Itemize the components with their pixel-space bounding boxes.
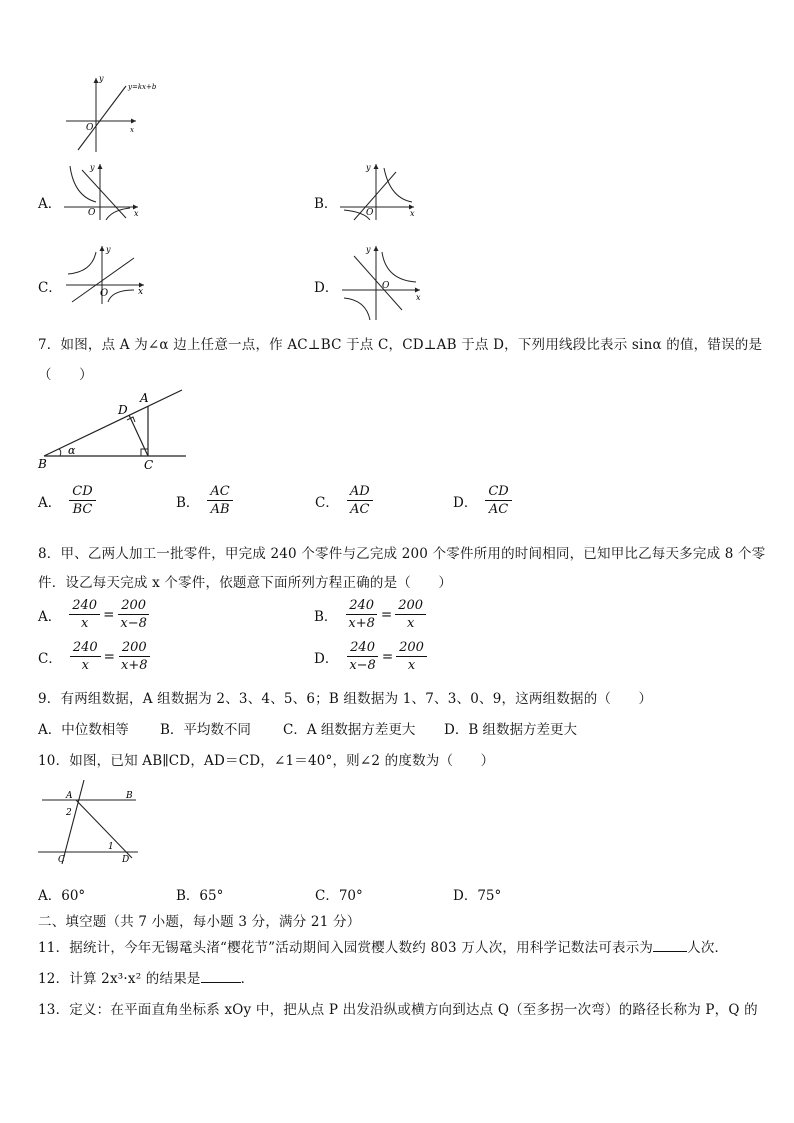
- svg-text:O: O: [86, 123, 94, 133]
- svg-text:x: x: [410, 209, 415, 218]
- q10-parallel-lines-figure: [36, 778, 146, 868]
- svg-text:O: O: [382, 281, 390, 291]
- q10-stem: 10．如图，已知 AB∥CD，AD＝CD，∠1＝40°，则∠2 的度数为（ ）: [38, 753, 495, 769]
- q8-stem-line2: 件．设乙每天完成 x 个零件，依题意下面所列方程正确的是（ ）: [38, 575, 453, 591]
- q9-option-c[interactable]: C．A 组数据方差更大: [283, 722, 416, 738]
- svg-text:C: C: [144, 458, 154, 472]
- svg-text:x: x: [134, 209, 139, 218]
- svg-text:y: y: [90, 163, 95, 172]
- svg-text:y: y: [366, 245, 371, 254]
- q10-option-a[interactable]: A．60°: [38, 888, 86, 904]
- svg-text:x: x: [416, 293, 421, 302]
- q8-option-d[interactable]: D． $\frac{240}{x-8}$ = $\frac{200}{x}$: [314, 639, 427, 674]
- q9-option-d[interactable]: D．B 组数据方差更大: [444, 722, 578, 738]
- option-b-label[interactable]: B．: [314, 196, 338, 212]
- q10-option-b[interactable]: B．65°: [176, 888, 224, 904]
- q7-paren: （ ）: [38, 367, 93, 383]
- svg-text:D: D: [118, 403, 128, 417]
- q7-option-b[interactable]: B． $\frac{AC}{AB}$: [176, 483, 233, 518]
- q7-option-a[interactable]: A． $\frac{CD}{BC}$: [38, 483, 96, 518]
- option-a-graph[interactable]: [62, 162, 142, 222]
- svg-text:O: O: [100, 288, 109, 299]
- svg-text:B: B: [38, 457, 47, 471]
- q8-stem-line1: 8．甲、乙两人加工一批零件，甲完成 240 个零件与乙完成 200 个零件所用的时间相同，已知甲比乙每天多完成 8 个零: [38, 546, 766, 562]
- q9-option-b[interactable]: B．平均数不同: [160, 722, 251, 738]
- q8-option-b[interactable]: B． $\frac{240}{x+8}$ = $\frac{200}{x}$: [314, 597, 426, 632]
- svg-text:B: B: [126, 791, 133, 801]
- svg-text:A: A: [140, 391, 149, 405]
- svg-text:2: 2: [66, 808, 72, 818]
- svg-text:D: D: [122, 855, 130, 865]
- q9-option-a[interactable]: A．中位数相等: [38, 722, 129, 738]
- option-c-graph[interactable]: [64, 244, 148, 306]
- graph-label: y=kx+b: [128, 83, 157, 91]
- svg-text:α: α: [68, 444, 76, 457]
- q9-stem: 9．有两组数据，A 组数据为 2、3、4、5、6；B 组数据为 1、7、3、0、9，这两组数据的（ ）: [38, 691, 653, 707]
- svg-text:y: y: [99, 74, 104, 83]
- section-heading: 二、填空题（共 7 小题，每小题 3 分，满分 21 分）: [38, 914, 361, 930]
- q11-answer-blank[interactable]: [653, 939, 687, 952]
- q13-text: 13．定义：在平面直角坐标系 xOy 中，把从点 P 出发沿纵或横方向到达点 Q（至多拐一次弯）的路径长称为 P，Q 的: [38, 1002, 758, 1018]
- option-a-label[interactable]: A．: [38, 196, 62, 212]
- q12-answer-blank[interactable]: [201, 970, 241, 983]
- q11-text: 11．据统计，今年无锡鼋头渚“樱花节”活动期间入园赏樱人数约 803 万人次，用科学记数法可表示为 人次．: [38, 940, 729, 956]
- q12-text: 12．计算 2x³·x² 的结果是 ．: [38, 971, 255, 987]
- svg-text:y: y: [366, 163, 371, 172]
- q7-option-c[interactable]: C． $\frac{AD}{AC}$: [315, 483, 373, 518]
- option-c-label[interactable]: C．: [38, 280, 62, 296]
- svg-text:A: A: [66, 791, 73, 801]
- q7-stem: 7．如图，点 A 为∠α 边上任意一点，作 AC⊥BC 于点 C，CD⊥AB 于点 D，下列用线段比表示 sinα 的值，错误的是: [38, 337, 763, 353]
- svg-text:y: y: [106, 245, 111, 254]
- svg-text:x: x: [138, 287, 144, 297]
- linear-function-graph: [64, 72, 164, 154]
- svg-text:C: C: [58, 855, 65, 865]
- svg-text:O: O: [366, 208, 374, 218]
- q8-option-c[interactable]: C． $\frac{240}{x}$ = $\frac{200}{x+8}$: [38, 639, 150, 674]
- q8-option-a[interactable]: A． $\frac{240}{x}$ = $\frac{200}{x-8}$: [38, 597, 150, 632]
- svg-text:1: 1: [108, 842, 114, 852]
- q10-option-c[interactable]: C．70°: [315, 888, 363, 904]
- q10-option-d[interactable]: D．75°: [453, 888, 502, 904]
- q7-triangle-figure: [36, 384, 196, 476]
- q7-option-d[interactable]: D． $\frac{CD}{AC}$: [453, 483, 512, 518]
- option-d-graph[interactable]: [340, 244, 424, 322]
- option-d-label[interactable]: D．: [314, 280, 339, 296]
- svg-text:O: O: [88, 208, 96, 218]
- svg-text:x: x: [130, 126, 134, 134]
- option-b-graph[interactable]: [338, 162, 418, 222]
